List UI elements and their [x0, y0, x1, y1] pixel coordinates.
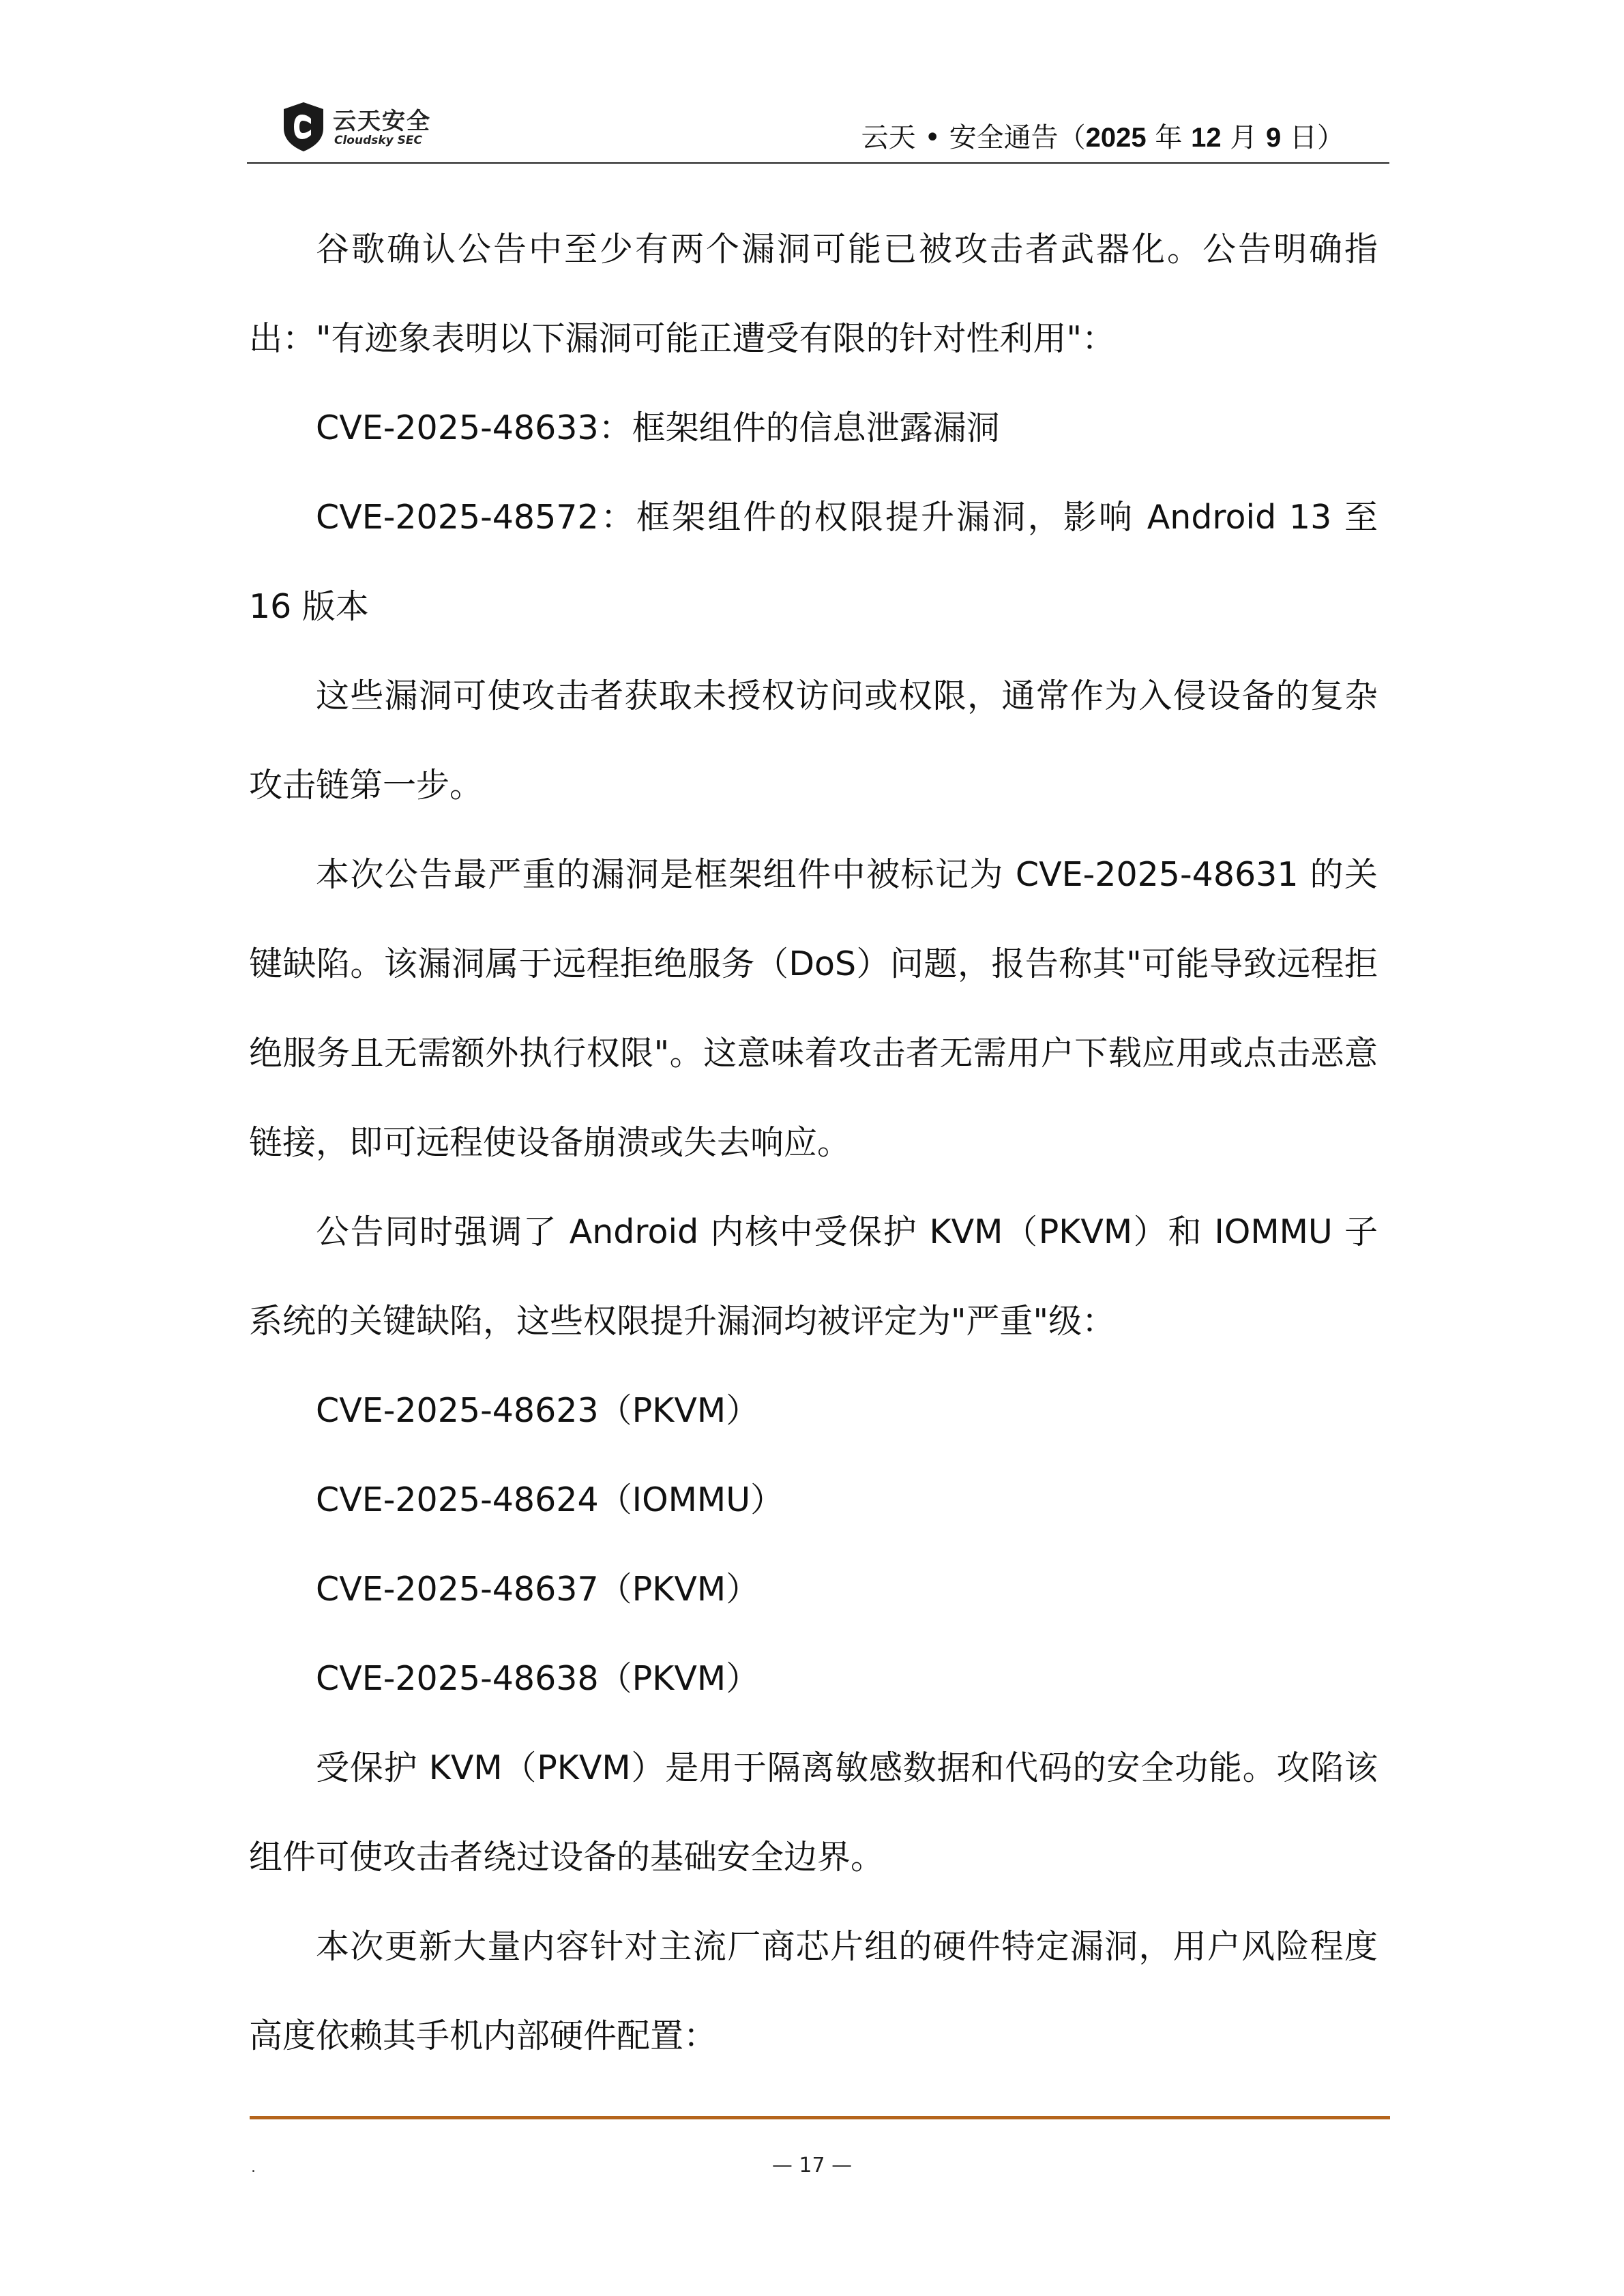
bulletin-title	[861, 116, 1344, 155]
page-header	[0, 0, 1624, 167]
logo-english-name: Cloudsky SEC	[334, 134, 423, 147]
header-divider	[247, 162, 1389, 164]
bulletin-day: 9	[1266, 123, 1282, 153]
logo-chinese-name: 云天安全	[333, 108, 431, 135]
paragraph-hardware: 本次更新大量内容针对主流厂商芯片组的硬件特定漏洞，用户风险程度高度依赖其手机内部硬件配置：	[249, 1927, 1378, 2055]
cve-list-item: CVE-2025-48572：框架组件的权限提升漏洞，影响 Android 13 至 16 版本	[249, 498, 1378, 626]
footer-dot: .	[251, 2159, 256, 2176]
cve-list-item: CVE-2025-48624（IOMMU）	[316, 1480, 784, 1519]
paragraph-pkvm: 受保护 KVM（PKVM）是用于隔离敏感数据和代码的安全功能。攻陷该组件可使攻击者绕过设备的基础安全边界。	[249, 1748, 1378, 1877]
paragraph-critical-dos: 本次公告最严重的漏洞是框架组件中被标记为 CVE-2025-48631 的关键缺陷。该漏洞属于远程拒绝服务（DoS）问题，报告称其"可能导致远程拒绝服务且无需额外执行权限"。这意味着攻击者无需用户下载应用或点击恶意链接，即可远程使设备崩溃或失去响应。	[249, 855, 1378, 1162]
paragraph-exploited-intro: 谷歌确认公告中至少有两个漏洞可能已被攻击者武器化。公告明确指出："有迹象表明以下漏洞可能正遭受有限的针对性利用"：	[249, 230, 1378, 358]
paragraph-impact: 这些漏洞可使攻击者获取未授权访问或权限，通常作为入侵设备的复杂攻击链第一步。	[249, 676, 1378, 805]
cve-list-item: CVE-2025-48623（PKVM）	[316, 1391, 760, 1430]
shield-logo-icon	[281, 101, 326, 153]
document-body	[249, 205, 1378, 2081]
footer-divider	[250, 2116, 1390, 2119]
cloudsky-logo	[281, 101, 452, 155]
cve-list-item: CVE-2025-48633：框架组件的信息泄露漏洞	[316, 408, 1000, 447]
cve-list-item: CVE-2025-48638（PKVM）	[316, 1659, 760, 1698]
year-unit: 年	[1146, 122, 1192, 153]
day-unit: 日）	[1281, 122, 1344, 153]
bulletin-title-prefix: 云天 • 安全通告（	[861, 122, 1086, 153]
bulletin-year: 2025	[1085, 123, 1147, 153]
bulletin-month: 12	[1191, 123, 1222, 153]
page-number: — 17 —	[771, 2153, 853, 2177]
cve-list-item: CVE-2025-48637（PKVM）	[316, 1570, 760, 1609]
month-unit: 月	[1221, 122, 1267, 153]
paragraph-kernel-flaws: 公告同时强调了 Android 内核中受保护 KVM（PKVM）和 IOMMU 子系统的关键缺陷，这些权限提升漏洞均被评定为"严重"级：	[249, 1212, 1378, 1341]
